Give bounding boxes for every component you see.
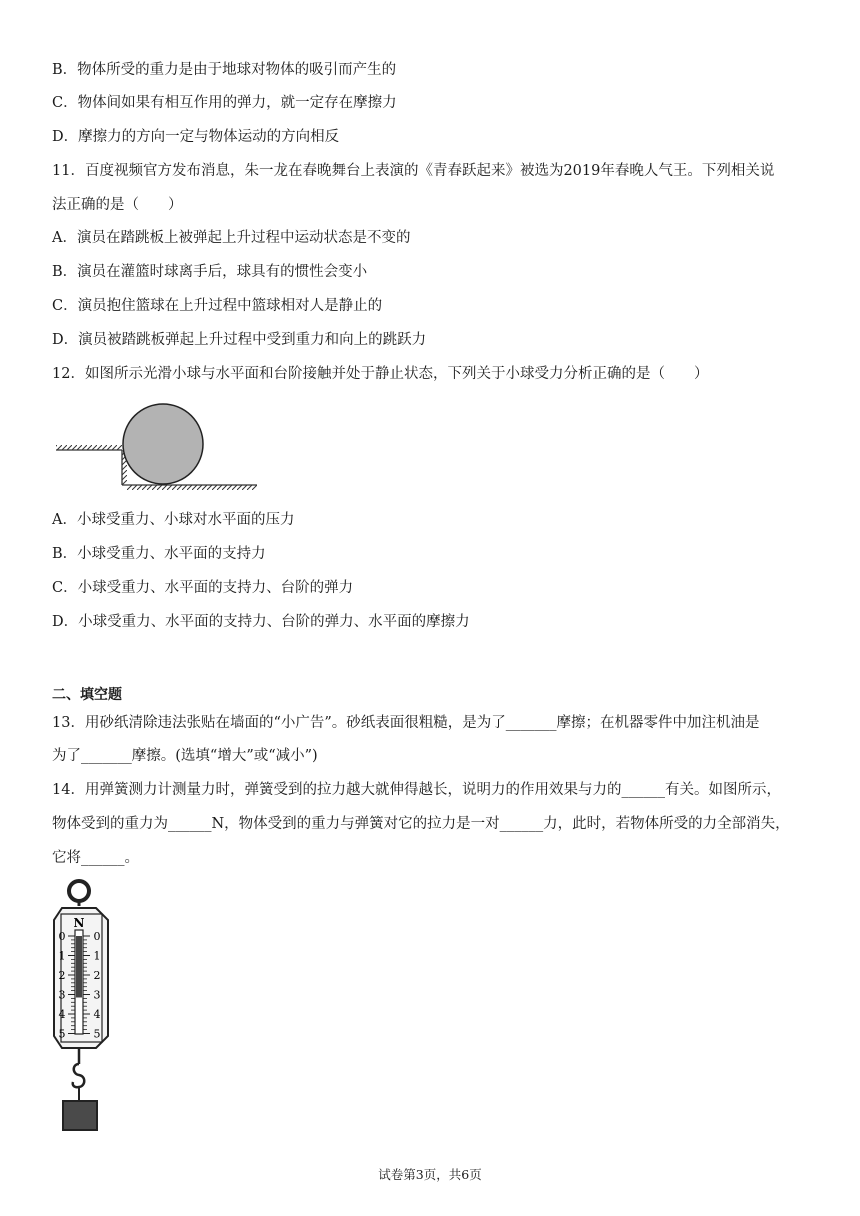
q13-line2: 为了_______摩擦。(选填“增大”或“减小”): [52, 748, 318, 764]
scale-tick-label: 1: [93, 949, 101, 963]
q12-option-b: B．小球受重力、水平面的支持力: [52, 546, 266, 562]
scale-tick-label: 1: [58, 949, 66, 963]
q11-stem-line2: 法正确的是（ ）: [52, 197, 183, 213]
q12-option-a: A．小球受重力、小球对水平面的压力: [52, 512, 295, 528]
scale-unit-label: N: [73, 916, 85, 930]
scale-tick-label: 2: [58, 969, 66, 982]
weight-block: [63, 1101, 97, 1130]
q11-stem-line1: 11．百度视频官方发布消息，朱一龙在春晚舞台上表演的《青春跃起来》被选为2019年春晚人气王。下列相关说: [52, 163, 775, 179]
scale-tick-label: 0: [58, 930, 66, 943]
q14-line3: 它将______。: [52, 850, 139, 866]
q14-line2: 物体受到的重力为______N，物体受到的重力与弹簧对它的拉力是一对______力，此时，若物体所受的力全部消失，: [52, 816, 790, 832]
ball-step-figure: [52, 395, 267, 495]
hook: [73, 1064, 85, 1087]
section-title-fill-blank: 二、填空题: [52, 687, 122, 703]
step-top-hatch: [56, 445, 122, 450]
q12-option-d: D．小球受重力、水平面的支持力、台阶的弹力、水平面的摩擦力: [52, 614, 470, 630]
q10-option-c: C．物体间如果有相互作用的弹力，就一定存在摩擦力: [52, 95, 397, 111]
top-ring: [69, 881, 89, 901]
scale-tick-label: 3: [58, 988, 66, 1002]
q12-option-c: C．小球受重力、水平面的支持力、台阶的弹力: [52, 580, 354, 596]
ball: [123, 404, 203, 484]
q14-line1: 14．用弹簧测力计测量力时，弹簧受到的拉力越大就伸得越长，说明力的作用效果与力的______有关。如图所示，: [52, 782, 781, 798]
page-footer: 试卷第3页，共6页: [378, 1167, 482, 1182]
ground-hatch: [127, 485, 257, 490]
scale-tick-label: 4: [58, 1008, 66, 1021]
q11-option-d: D．演员被踏跳板弹起上升过程中受到重力和向上的跳跃力: [52, 332, 427, 348]
spring-scale-figure: [50, 878, 120, 1143]
scale-pointer-fill: [76, 936, 82, 998]
scale-tick-label: 5: [93, 1027, 101, 1041]
q13-line1: 13．用砂纸清除违法张贴在墙面的“小广告”。砂纸表面很粗糙，是为了_______摩擦；在机器零件中加注机油是: [52, 715, 760, 731]
q10-option-b: B．物体所受的重力是由于地球对物体的吸引而产生的: [52, 62, 397, 78]
q11-option-a: A．演员在踏跳板上被弹起上升过程中运动状态是不变的: [52, 230, 411, 246]
scale-tick-label: 0: [93, 930, 101, 943]
scale-tick-label: 4: [93, 1008, 101, 1021]
scale-tick-label: 3: [93, 988, 101, 1002]
scale-tick-label: 5: [58, 1027, 66, 1041]
scale-tick-label: 2: [93, 969, 101, 982]
q11-option-b: B．演员在灌篮时球离手后，球具有的惯性会变小: [52, 264, 368, 280]
q11-option-c: C．演员抱住篮球在上升过程中篮球相对人是静止的: [52, 298, 383, 314]
q10-option-d: D．摩擦力的方向一定与物体运动的方向相反: [52, 129, 340, 145]
q12-stem: 12．如图所示光滑小球与水平面和台阶接触并处于静止状态，下列关于小球受力分析正确的是（ ）: [52, 366, 709, 382]
